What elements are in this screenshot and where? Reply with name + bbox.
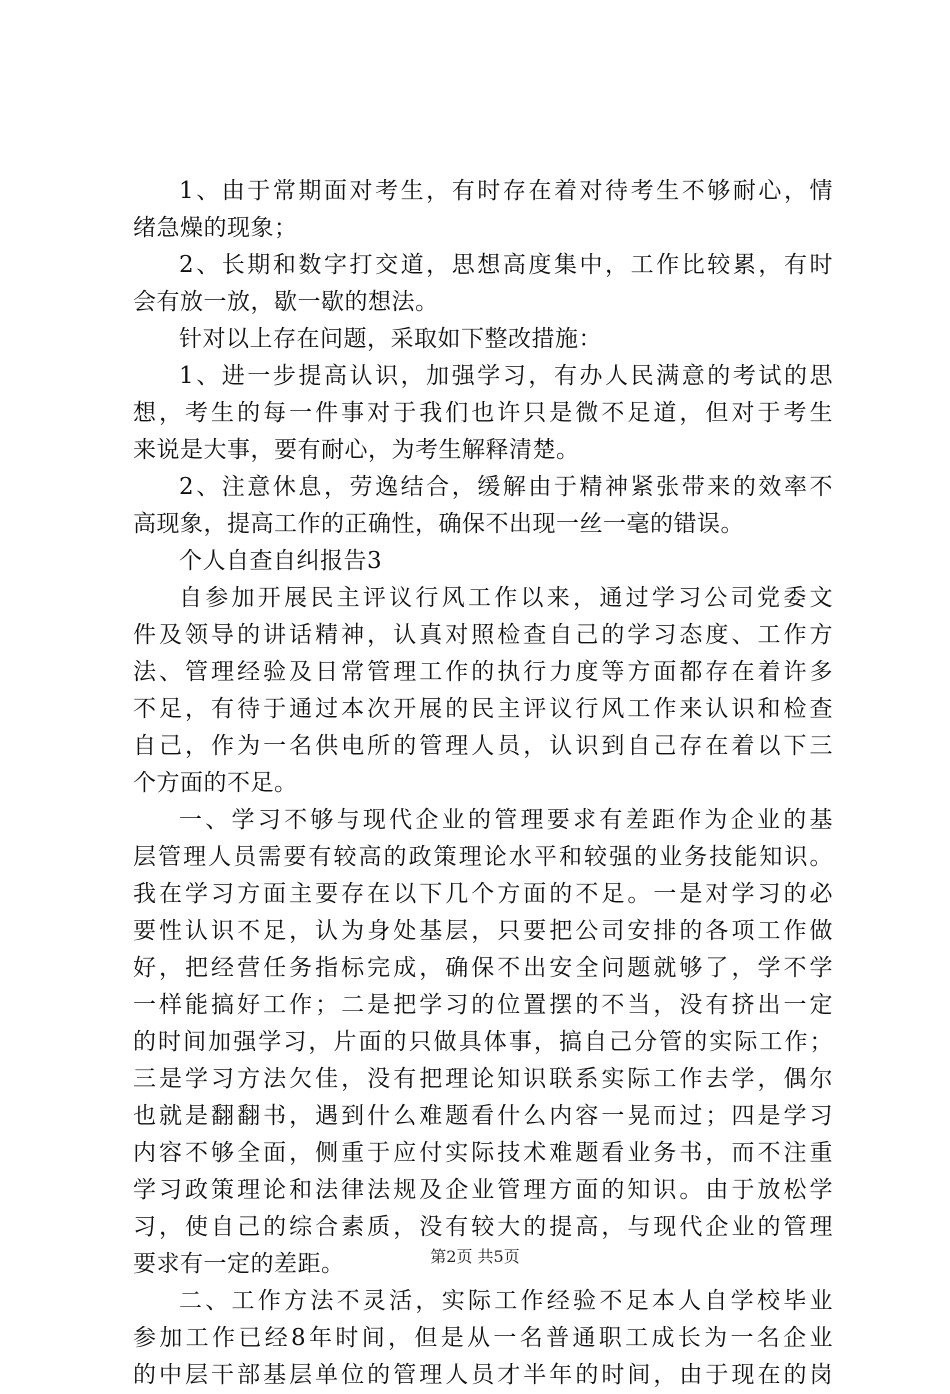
text-line: 绪急燥的现象； [133, 215, 298, 241]
text-line: 也就是翻翻书，遇到什么难题看什么内容一晃而过；四是学习 [133, 1103, 833, 1129]
text-line: 参加工作已经8年时间，但是从一名普通职工成长为一名企业 [133, 1325, 833, 1351]
text-line: 的中层干部基层单位的管理人员才半年的时间，由于现在的岗 [133, 1362, 833, 1388]
text-line: 会有放一放，歇一歇的想法。 [133, 289, 439, 315]
text-line: 个人自查自纠报告3 [179, 548, 383, 574]
text-line: 习，使自己的综合素质，没有较大的提高，与现代企业的管理 [133, 1214, 833, 1240]
text-line: 我在学习方面主要存在以下几个方面的不足。一是对学习的必 [133, 881, 833, 907]
text-line: 高现象，提高工作的正确性，确保不出现一丝一毫的错误。 [133, 511, 744, 537]
text-line: 要求有一定的差距。 [133, 1251, 345, 1277]
text-line: 自参加开展民主评议行风工作以来，通过学习公司党委文 [179, 585, 833, 611]
text-line: 来说是大事，要有耐心，为考生解释清楚。 [133, 437, 580, 463]
text-line: 想，考生的每一件事对于我们也许只是微不足道，但对于考生 [133, 400, 833, 426]
text-line: 1、由于常期面对考生，有时存在着对待考生不够耐心，情 [179, 178, 833, 204]
text-line: 一、学习不够与现代企业的管理要求有差距作为企业的基 [179, 807, 833, 833]
text-line: 法、管理经验及日常管理工作的执行力度等方面都存在着许多 [133, 659, 833, 685]
text-line: 学习政策理论和法律法规及企业管理方面的知识。由于放松学 [133, 1177, 833, 1203]
text-line: 2、长期和数字打交道，思想高度集中，工作比较累，有时 [179, 252, 833, 278]
text-line: 三是学习方法欠佳，没有把理论知识联系实际工作去学，偶尔 [133, 1066, 833, 1092]
text-line: 内容不够全面，侧重于应付实际技术难题看业务书，而不注重 [133, 1140, 833, 1166]
text-line: 自己，作为一名供电所的管理人员，认识到自己存在着以下三 [133, 733, 833, 759]
text-line: 件及领导的讲话精神，认真对照检查自己的学习态度、工作方 [133, 622, 833, 648]
text-line: 针对以上存在问题，采取如下整改措施： [179, 326, 602, 352]
text-line: 个方面的不足。 [133, 770, 298, 796]
text-line: 一样能搞好工作；二是把学习的位置摆的不当，没有挤出一定 [133, 992, 833, 1018]
text-line: 好，把经营任务指标完成，确保不出安全问题就够了，学不学 [133, 955, 833, 981]
text-line: 1、进一步提高认识，加强学习，有办人民满意的考试的思 [179, 363, 833, 389]
text-line: 的时间加强学习，片面的只做具体事，搞自己分管的实际工作； [133, 1029, 833, 1055]
text-line: 层管理人员需要有较高的政策理论水平和较强的业务技能知识。 [133, 844, 833, 870]
text-line: 要性认识不足，认为身处基层，只要把公司安排的各项工作做 [133, 918, 833, 944]
text-line: 二、工作方法不灵活，实际工作经验不足本人自学校毕业 [179, 1288, 833, 1314]
text-line: 不足，有待于通过本次开展的民主评议行风工作来认识和检查 [133, 696, 833, 722]
document-body [133, 173, 833, 1394]
text-line: 2、注意休息，劳逸结合，缓解由于精神紧张带来的效率不 [179, 474, 833, 500]
page-footer: 第2页 共5页 [430, 1247, 520, 1266]
